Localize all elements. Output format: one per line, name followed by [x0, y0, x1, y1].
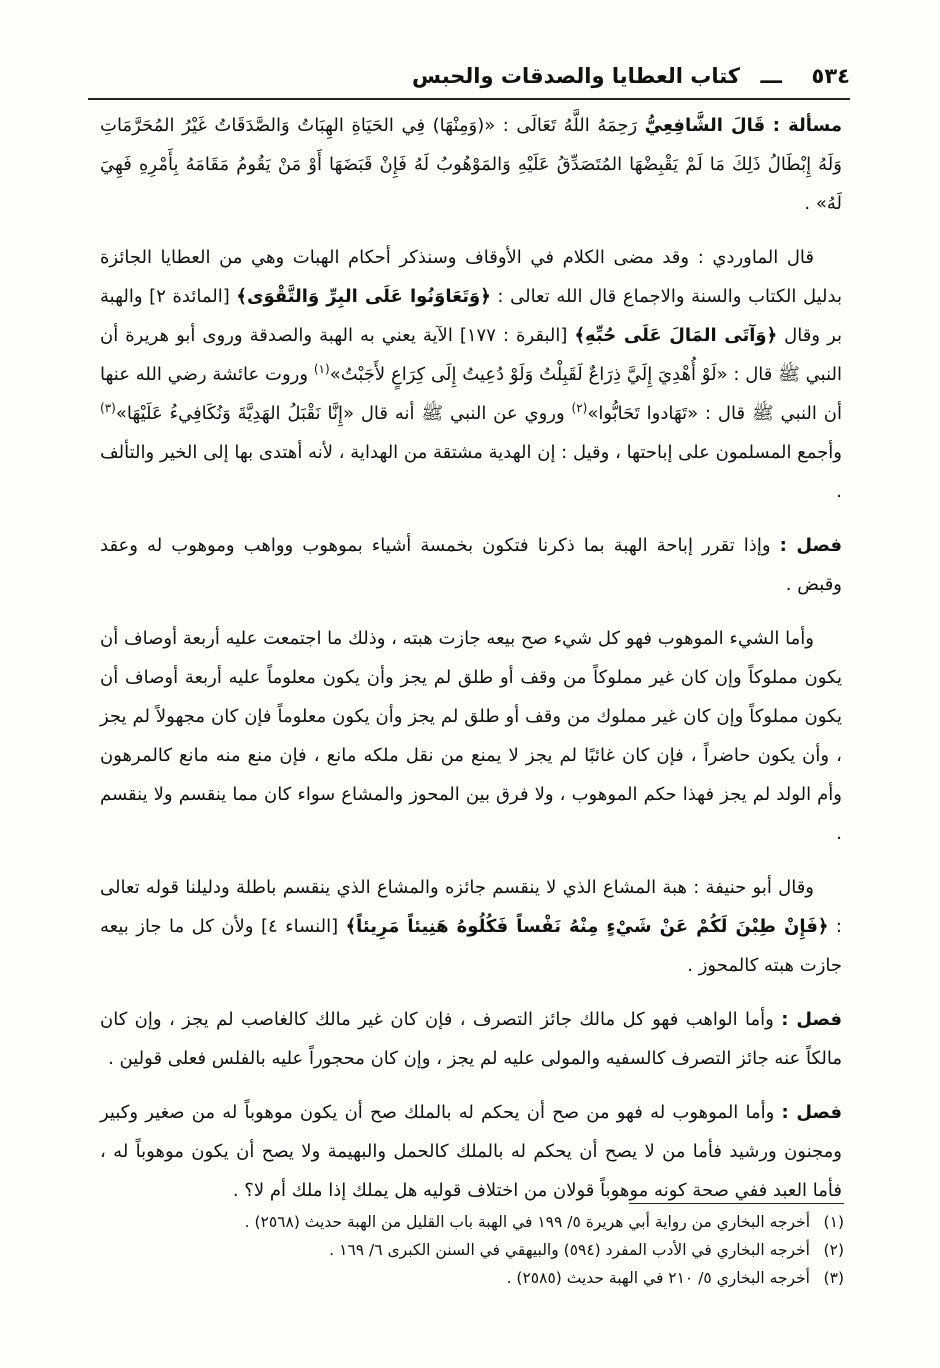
- footnote-ref-2: (٢): [571, 401, 588, 415]
- section-1: [100, 526, 842, 604]
- mawardi-text-1: قال الماوردي : وقد مضى الكلام في الأوقاف وسنذكر أحكام الهبات وهي من العطايا الجائزة بدليل الكتاب والسنة والاجماع قال الله تعالى :: [100, 247, 843, 307]
- footnote-text: أخرجه البخاري في الأدب المفرد (٥٩٤) والبيهقي في السنن الكبرى ٦/ ١٦٩ .: [329, 1241, 810, 1259]
- footnote-ref-1: (١): [313, 362, 330, 376]
- mawhub-paragraph: وأما الشيء الموهوب فهو كل شيء صح بيعه جازت هبته ، وذلك ما اجتمعت عليه أربعة أوصاف أن يكون مملوكاً وإن كان غير مملوكاً من وقف أو طلق لم يجز وأن يكون معلوماً عليه أربعة أوصاف أن يكون مملوكاً وإن كان غير مملوك من وقف أو طلق لم يجز وأن يكون معلوماً فإن كان مجهولاً لم يجز ، وأن يكون حاضراً ، فإن كان غائبًا لم يجز لا يمنع من نقل ملكه مانع ، فإن منع منه مانع كالمرهون وأم الولد لم يجز فهذا حكم الموهوب ، ولا فرق بين المحوز والمشاع سواء كان مما ينقسم ولا ينقسم .: [100, 628, 842, 844]
- mawardi-text-4: وروت عائشة رضي الله عنها أن النبي ﷺ قال : «تَهَادوا تَحَابُّوا»: [100, 364, 842, 424]
- issue-author: قَالَ الشَّافِعِيُّ: [644, 115, 766, 136]
- quran-quote-3: ﴿فَإِنْ طِبْنَ لَكُمْ عَنْ شَيْءٍ مِنْهُ نَفْساً فَكُلُوهُ هَنِيئاً مَرِيئاً﴾: [345, 916, 829, 937]
- issue-label: مسألة :: [772, 115, 842, 136]
- footnote-divider: [629, 1203, 844, 1204]
- mawardi-text-6: وأجمع المسلمون على إباحتها ، وقيل : إن الهدية مشتقة من الهداية ، لأنه أهتدى بها إلى الخير والتألف .: [100, 442, 842, 502]
- issue-paragraph: [100, 106, 842, 223]
- abu-hanifa-text-1: وقال أبو حنيفة : هبة المشاع الذي لا ينقسم جائزه والمشاع الذي ينقسم باطلة ودليلنا قوله تعالى :: [100, 877, 842, 937]
- footnote-ref-3: (٣): [100, 401, 116, 415]
- section-2-text: وأما الواهب فهو كل مالك جائز التصرف ، فإن كان غير مالك كالغاصب لم يجز ، وإن كان مالكاً عنه جائز التصرف كالسفيه والمولى عليه لم يجز ، وإن كان محجوراً عليه بالفلس فعلى قولين .: [100, 1009, 842, 1069]
- running-header: [88, 58, 850, 100]
- abu-hanifa-paragraph: [100, 868, 842, 985]
- footnote-number: (٢): [823, 1241, 844, 1259]
- section-1-label: فصل :: [779, 535, 842, 556]
- section-2-label: فصل :: [781, 1009, 842, 1030]
- issue-text: رَحِمَهُ اللَّهُ تَعَالَى : «(وَمِنْهَا) فِي الحَيَاةِ الهِبَاتُ وَالصَّدَقَاتُ غَيْرُ المُحَرَّمَاتِ وَلَهُ إِبْطَالُ ذَلِكَ مَا لَمْ يَقْبِضْهَا المُتَصَدِّقُ عَلَيْهِ وَالمَوْهُوبُ لَهُ فَإِنْ قَبَضَهَا أَوْ مَنْ يَقُومُ مَقَامَهُ بِأَمْرِهِ فَهِيَ لَهُ» .: [100, 115, 842, 214]
- mawardi-text-5: وروي عن النبي ﷺ أنه قال «إِنَّا نَقْبَلُ الهَدِيَّةَ وَنُكَافِيءُ عَلَيْهَا»: [115, 403, 565, 424]
- mawardi-text-3: [البقرة : ١٧٧] الآية يعني به الهبة والصدقة وروى أبو هريرة أن النبي ﷺ قال : «لَوْ أُهْدِيَ إِلَيَّ ذِرَاعٌ لَقَبِلْتُ وَلَوْ دُعِيتُ إِلَى كِرَاعٍ لأَجَبْتُ»: [100, 325, 842, 385]
- section-3-text: وأما الموهوب له فهو من صح أن يحكم له بالملك صح أن يكون موهوباً له من صغير وكبير ومجنون ورشيد فأما من لا يصح أن يحكم له بالملك كالحمل والبهيمة ولا يصح أن يكون موهوباً له ، فأما العبد ففي صحة كونه موهوباً قولان من اختلاف قوليه هل يملك إذا ملك أم لا؟ .: [100, 1102, 842, 1201]
- footnote-text: أخرجه البخاري من رواية أبي هريرة ٥/ ١٩٩ في الهبة باب القليل من الهبة حديث (٢٥٦٨) .: [244, 1213, 810, 1231]
- abu-hanifa-text-2: [النساء ٤] ولأن كل ما جاز بيعه جازت هبته كالمحوز .: [100, 916, 842, 976]
- footnote-text: أخرجه البخاري ٥/ ٢١٠ في الهبة حديث (٢٥٨٥) .: [506, 1269, 810, 1287]
- quran-quote-2: ﴿وَآتَى المَالَ عَلَى حُبِّهِ﴾: [574, 325, 778, 346]
- chapter-title: كتاب العطايا والصدقات والحبس: [412, 64, 740, 88]
- mawardi-text-2: [المائدة ٢] والهبة بر وقال: [100, 286, 843, 346]
- mawardi-paragraph: [100, 238, 842, 511]
- footnote-number: (٣): [823, 1269, 844, 1287]
- footnote-2: [150, 1236, 844, 1264]
- quran-quote-1: ﴿وَتَعَاوَنُوا عَلَى البِرِّ وَالتَّقْوَى﴾: [236, 286, 491, 307]
- header-dash: ـــ: [760, 64, 782, 88]
- footnotes: [150, 1208, 844, 1292]
- footnote-number: (١): [823, 1213, 844, 1231]
- section-2: [100, 1000, 842, 1078]
- footnote-3: [150, 1264, 844, 1292]
- section-3: [100, 1093, 842, 1210]
- main-text: [100, 106, 842, 1225]
- section-1-text: وإذا تقرر إباحة الهبة بما ذكرنا فتكون بخمسة أشياء بموهوب وواهب وموهوب له وعقد وقبض .: [100, 535, 842, 595]
- section-3-label: فصل :: [781, 1102, 842, 1123]
- page-number: ٥٣٤: [811, 64, 850, 88]
- footnote-1: [150, 1208, 844, 1236]
